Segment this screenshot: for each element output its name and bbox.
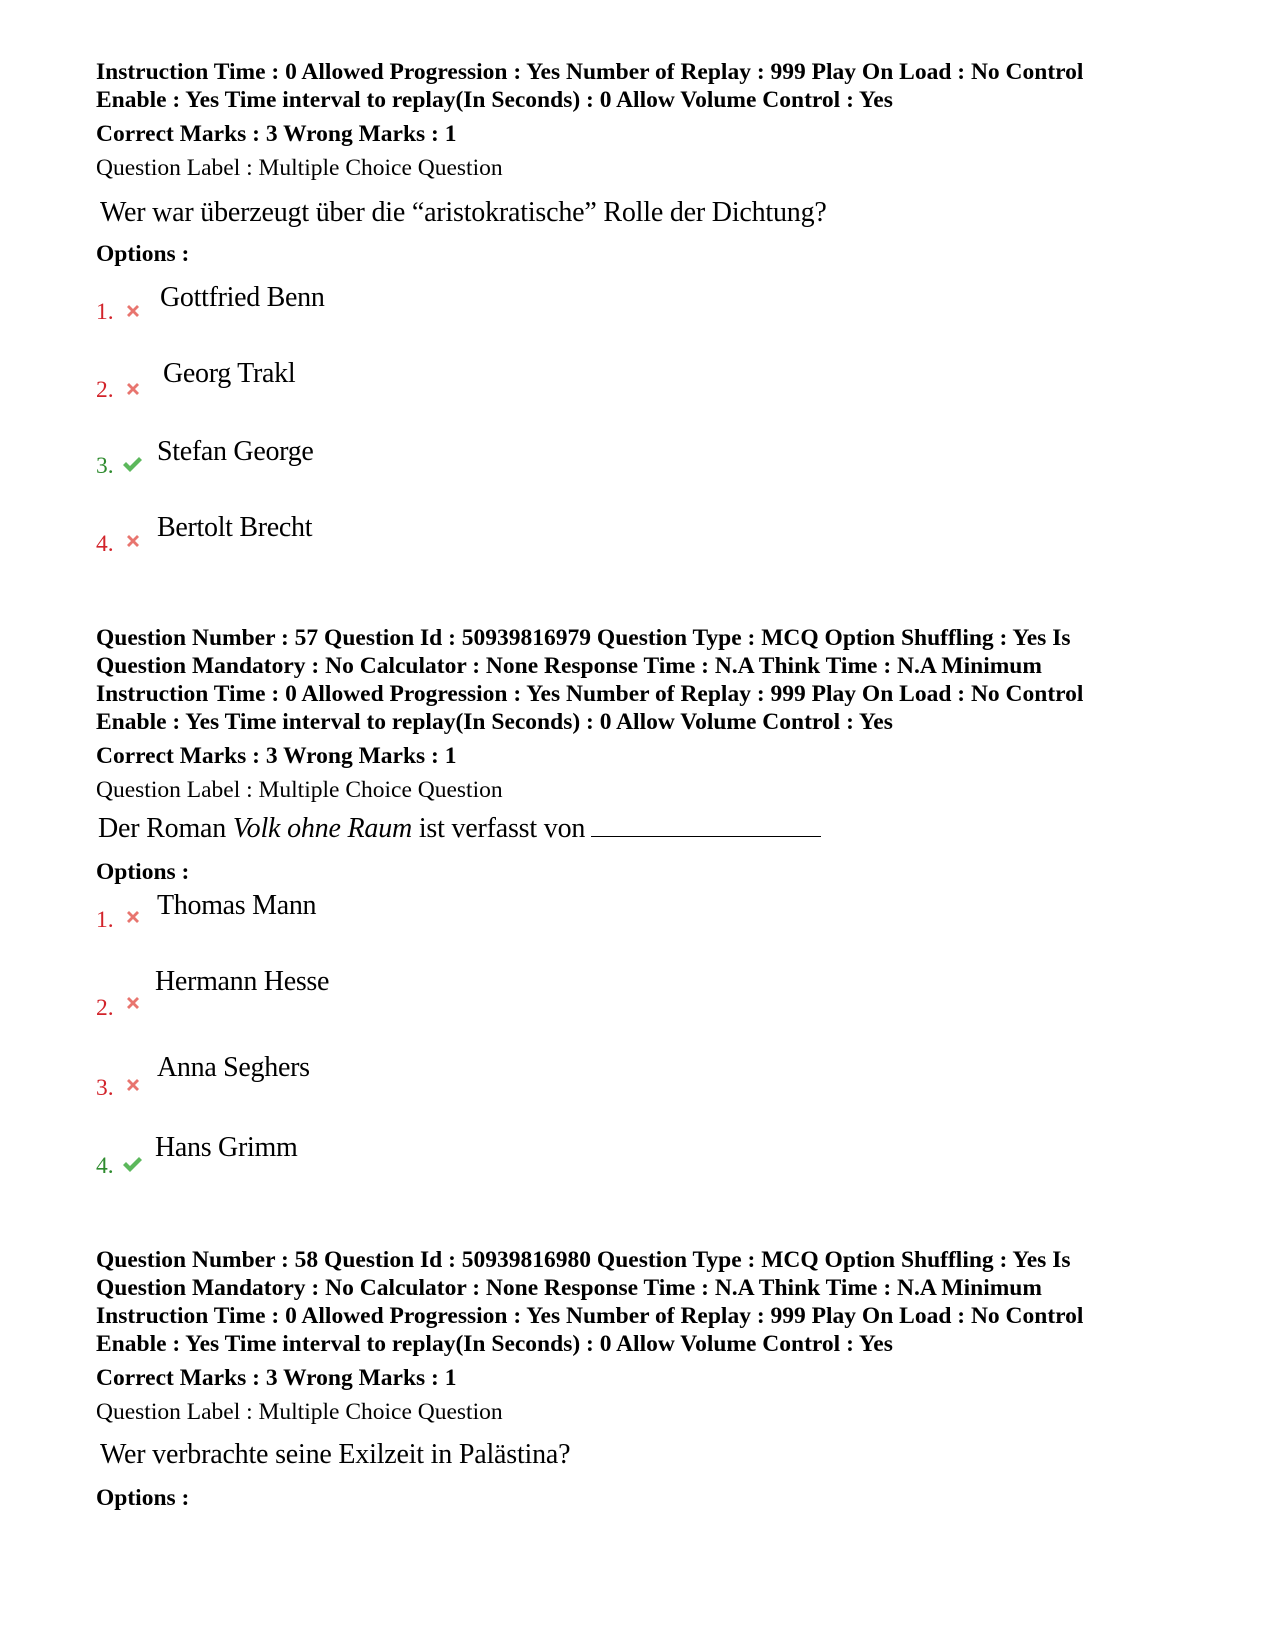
marks-info: Correct Marks : 3 Wrong Marks : 1 (96, 1365, 457, 1391)
option-item (96, 282, 1196, 360)
question-label: Question Label : Multiple Choice Question (96, 155, 503, 181)
option-text: Hans Grimm (155, 1132, 298, 1163)
options-heading: Options : (96, 1485, 190, 1511)
question-meta-line: Instruction Time : 0 Allowed Progression : Yes Number of Replay : 999 Play On Load : No Control (96, 59, 1084, 85)
cross-icon (124, 302, 142, 320)
checkmark-icon (121, 1154, 143, 1174)
question-text (98, 812, 1196, 846)
question-block-56 (96, 58, 1196, 616)
option-item (96, 438, 1196, 516)
question-meta-line: Question Number : 57 Question Id : 50939816979 Question Type : MCQ Option Shuffling : Yes Is (96, 625, 1071, 651)
question-meta-line: Question Mandatory : No Calculator : None Response Time : N.A Think Time : N.A Minimum (96, 1275, 1042, 1301)
option-text: Hermann Hesse (155, 966, 330, 997)
question-meta-line: Question Mandatory : No Calculator : None Response Time : N.A Think Time : N.A Minimum (96, 653, 1042, 679)
question-text-prefix: Der Roman (98, 813, 233, 844)
question-meta-line: Enable : Yes Time interval to replay(In Seconds) : 0 Allow Volume Control : Yes (96, 709, 893, 735)
option-item (96, 512, 1196, 616)
question-block-57 (96, 624, 1196, 1238)
option-text: Bertolt Brecht (157, 512, 313, 543)
question-block-58 (96, 1246, 1196, 1512)
options-heading: Options : (96, 241, 190, 267)
option-number: 4. (96, 531, 114, 557)
option-text: Georg Trakl (163, 358, 296, 389)
option-item (96, 1052, 1196, 1140)
question-label: Question Label : Multiple Choice Question (96, 1399, 503, 1425)
option-text: Stefan George (157, 436, 314, 467)
option-item (96, 1132, 1196, 1238)
checkmark-icon (121, 454, 143, 474)
question-meta-line: Instruction Time : 0 Allowed Progression : Yes Number of Replay : 999 Play On Load : No Control (96, 681, 1084, 707)
option-item (96, 966, 1196, 1060)
marks-info: Correct Marks : 3 Wrong Marks : 1 (96, 743, 457, 769)
option-number: 3. (96, 453, 114, 479)
question-label: Question Label : Multiple Choice Question (96, 777, 503, 803)
question-text: Wer war überzeugt über die “aristokratische” Rolle der Dichtung? (100, 197, 827, 228)
fill-in-blank (591, 814, 821, 837)
question-meta-line: Enable : Yes Time interval to replay(In Seconds) : 0 Allow Volume Control : Yes (96, 1331, 893, 1357)
options-heading: Options : (96, 859, 190, 885)
option-number: 4. (96, 1153, 114, 1179)
question-meta-line: Instruction Time : 0 Allowed Progression : Yes Number of Replay : 999 Play On Load : No Control (96, 1303, 1084, 1329)
option-number: 1. (96, 907, 114, 933)
option-number: 1. (96, 299, 114, 325)
cross-icon (124, 380, 142, 398)
question-meta-line: Question Number : 58 Question Id : 50939816980 Question Type : MCQ Option Shuffling : Yes Is (96, 1247, 1071, 1273)
question-meta-line: Enable : Yes Time interval to replay(In Seconds) : 0 Allow Volume Control : Yes (96, 87, 893, 113)
option-text: Anna Seghers (157, 1052, 310, 1083)
cross-icon (124, 532, 142, 550)
option-number: 2. (96, 995, 114, 1021)
cross-icon (124, 1076, 142, 1094)
option-text: Gottfried Benn (160, 282, 325, 313)
option-item (96, 360, 1196, 438)
question-text-suffix: ist verfasst von (412, 813, 586, 844)
marks-info: Correct Marks : 3 Wrong Marks : 1 (96, 121, 457, 147)
option-number: 3. (96, 1075, 114, 1101)
novel-title: Volk ohne Raum (232, 813, 413, 844)
question-paper-page (96, 58, 1196, 1512)
option-text: Thomas Mann (157, 890, 317, 921)
cross-icon (124, 994, 142, 1012)
question-text: Wer verbrachte seine Exilzeit in Palästina? (100, 1439, 571, 1470)
cross-icon (124, 908, 142, 926)
option-number: 2. (96, 377, 114, 403)
